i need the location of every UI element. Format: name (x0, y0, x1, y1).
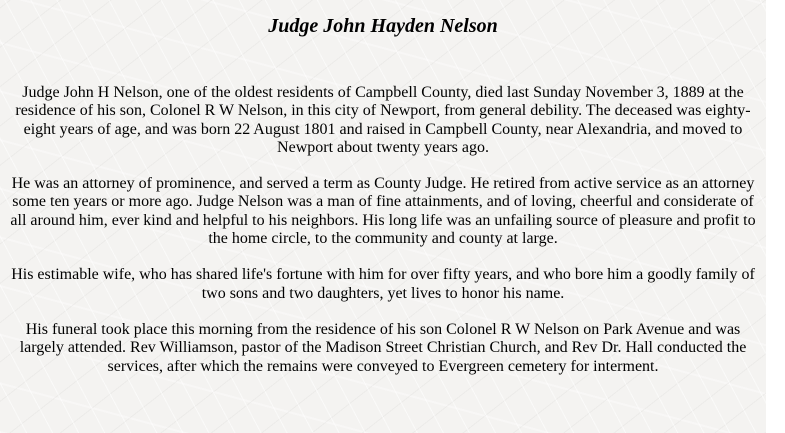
page-margin (766, 0, 785, 433)
paragraph-funeral: His funeral took place this morning from the residence of his son Colonel R W Nelson on Park Avenue and was largely attended. Rev Williamson, pastor of the Madison Street Christian Church, and Rev Dr. Hall conducted the services, after which the remains were conveyed to Evergreen cemetery for interment. (19, 320, 747, 375)
page-title: Judge John Hayden Nelson (268, 15, 498, 37)
paragraph-death-notice: Judge John H Nelson, one of the oldest residents of Campbell County, died last Sunday November 3, 1889 at the residence of his son, Colonel R W Nelson, in this city of Newport, from general debility. The deceased was eighty-eight years of age, and was born 22 August 1801 and raised in Campbell County, near Alexandria, and moved to Newport about twenty years ago. (15, 84, 751, 156)
paragraph-family: His estimable wife, who has shared life's fortune with him for over fifty years, and who bore him a goodly family of two sons and two daughters, yet lives to honor his name. (11, 266, 755, 302)
paragraph-career: He was an attorney of prominence, and served a term as County Judge. He retired from active service as an attorney some ten years or more ago. Judge Nelson was a man of fine attainments, and of loving, cheerful and considerate of all around him, ever kind and helpful to his neighbors. His long life was an unfailing source of pleasure and profit to the home circle, to the community and county at large. (10, 175, 756, 248)
